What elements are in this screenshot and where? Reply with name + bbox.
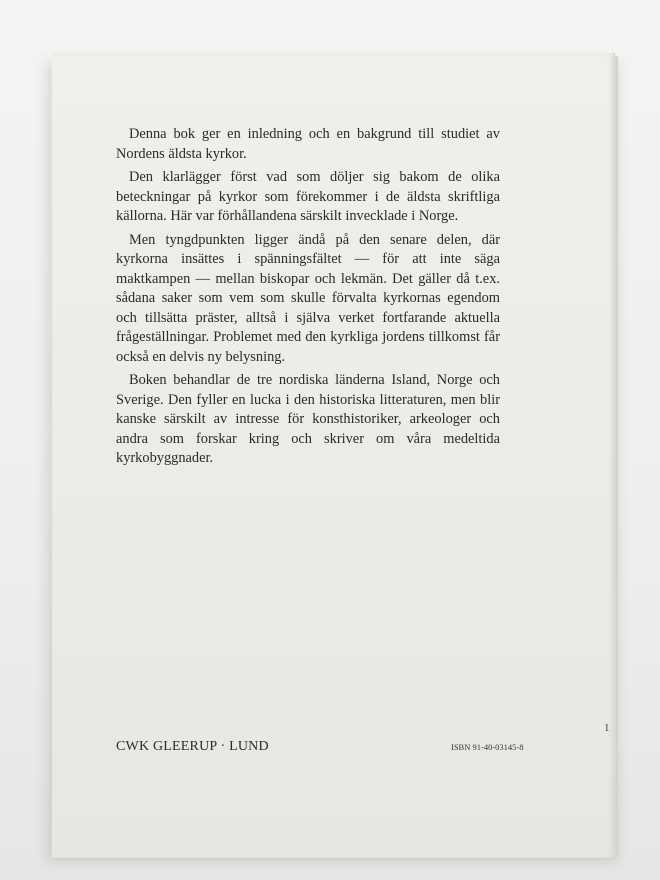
cover-blurb [116,125,500,473]
page-edge [612,56,618,856]
blurb-paragraph-4: Boken behandlar de tre nordiska länderna Island, Norge och Sverige. Den fyller en lucka i den historiska litteraturen, men blir kanske särskilt av intresse för konsthistoriker, arkeologer och andra som forskar kring och skriver om våra medeltida kyrkobyggnader. [116,372,500,466]
publisher-name: CWK GLEERUP · LUND [116,739,269,754]
blurb-paragraph-1: Denna bok ger en inledning och en bakgrund till studiet av Nordens äldsta kyrkor. [116,126,500,162]
blurb-paragraph-2: Den klarlägger först vad som döljer sig bakom de olika beteckningar på kyrkor som förekommer i de äldsta skriftliga källorna. Här var förhållandena särskilt invecklade i Norge. [116,169,500,224]
blurb-paragraph-3: Men tyngdpunkten ligger ändå på den senare delen, där kyrkorna insättes i spänningsfältet — för att inte säga maktkampen — mellan biskopar och lekmän. Det gäller då t.ex. sådana saker som vem som skulle förvalta kyrkornas egendom och tillsätta präster, alltså i själva verket fortfarande aktuella frågeställningar. Problemet med den kyrkliga jordens tillkomst får också en delvis ny belysning. [116,231,500,365]
isbn-number: ISBN 91-40-03145-8 [451,742,524,752]
spine-mark: 1 [604,722,610,734]
